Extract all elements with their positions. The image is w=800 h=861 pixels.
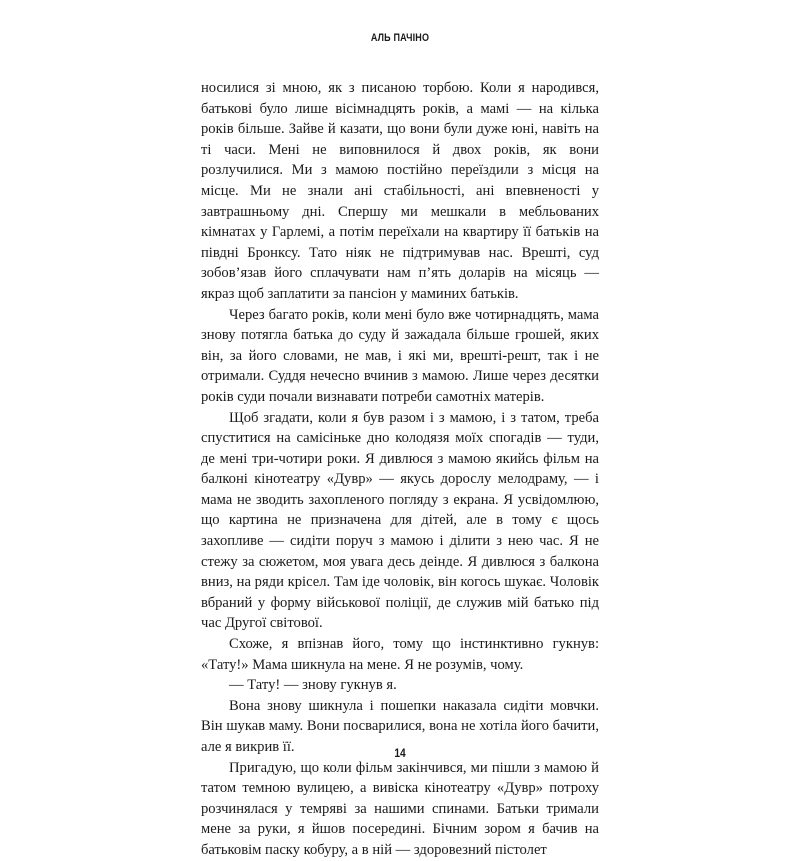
paragraph: Щоб згадати, коли я був разом і з мамою, і з татом, треба спуститися на самісіньке дно колодязя моїх спогадів — туди, де мені три-чотири роки. Я дивлюся з мамою якийсь фільм на балконі кінотеатру «Дувр» — якусь дорослу мелодраму, — і мама не зводить захопленого погляду з екрана. Я усвідомлюю, що картина не призначена для дітей, але в тому є щось захопливе — сидіти поруч з мамою і ділити з нею час. Я не стежу за сюжетом, моя увага десь деінде. Я дивлюся з балкона вниз, на ряди крісел. Там іде чоловік, він когось шукає. Чоловік вбраний у форму військової поліції, де служив мій батько під час Другої світової. — [201, 409, 599, 632]
running-head: АЛЬ ПАЧІНО — [370, 32, 430, 44]
paragraph: — Тату! — знову гукнув я. — [229, 677, 397, 694]
paragraph: Пригадую, що коли фільм закінчився, ми пішли з мамою й татом темною вулицею, а вивіска кінотеатру «Дувр» потроху розчинялася у темряві за нашими спинами. Батьки тримали мене за руки, я йшов посередині. Бічним зором я бачив на батьковім паску кобуру, а в ній — здоровезний пістолет — [201, 759, 599, 858]
page-number: 14 — [394, 746, 406, 760]
paragraph: Вона знову шикнула і пошепки наказала сидіти мовчки. Він шукав маму. Вони посварилися, вона не хотіла його бачити, але я викрив її. — [201, 697, 599, 755]
paragraph: Через багато років, коли мені було вже чотирнадцять, мама знову потягла батька до суду й зажадала більше грошей, яких він, за його словами, не мав, і які ми, врешті-решт, так і не отримали. Суддя нечесно вчинив з мамою. Лише через десятки років суди почали визнавати потреби самотніх матерів. — [201, 306, 599, 405]
body-text — [201, 78, 599, 861]
paragraph: носилися зі мною, як з писаною торбою. Коли я народився, батькові було лише вісімнадцять років, а мамі — на кілька років більше. Зайве й казати, що вони були дуже юні, навіть на ті часи. Мені не виповнилося й двох років, як вони розлучилися. Ми з мамою постійно переїздили з місця на місце. Ми не знали ані стабільності, ані впевненості у завтрашньому дні. Спершу ми мешкали в мебльованих кімнатах у Гарлемі, а потім переїхали на квартиру її батьків на півдні Бронксу. Тато ніяк не підтримував нас. Врешті, суд зобов’язав його сплачувати нам п’ять доларів на місяць — якраз щоб заплатити за пансіон у маминих батьків. — [201, 80, 599, 302]
paragraph: Схоже, я впізнав його, тому що інстинктивно гукнув: «Тату!» Мама шикнула на мене. Я не розумів, чому. — [201, 636, 599, 673]
